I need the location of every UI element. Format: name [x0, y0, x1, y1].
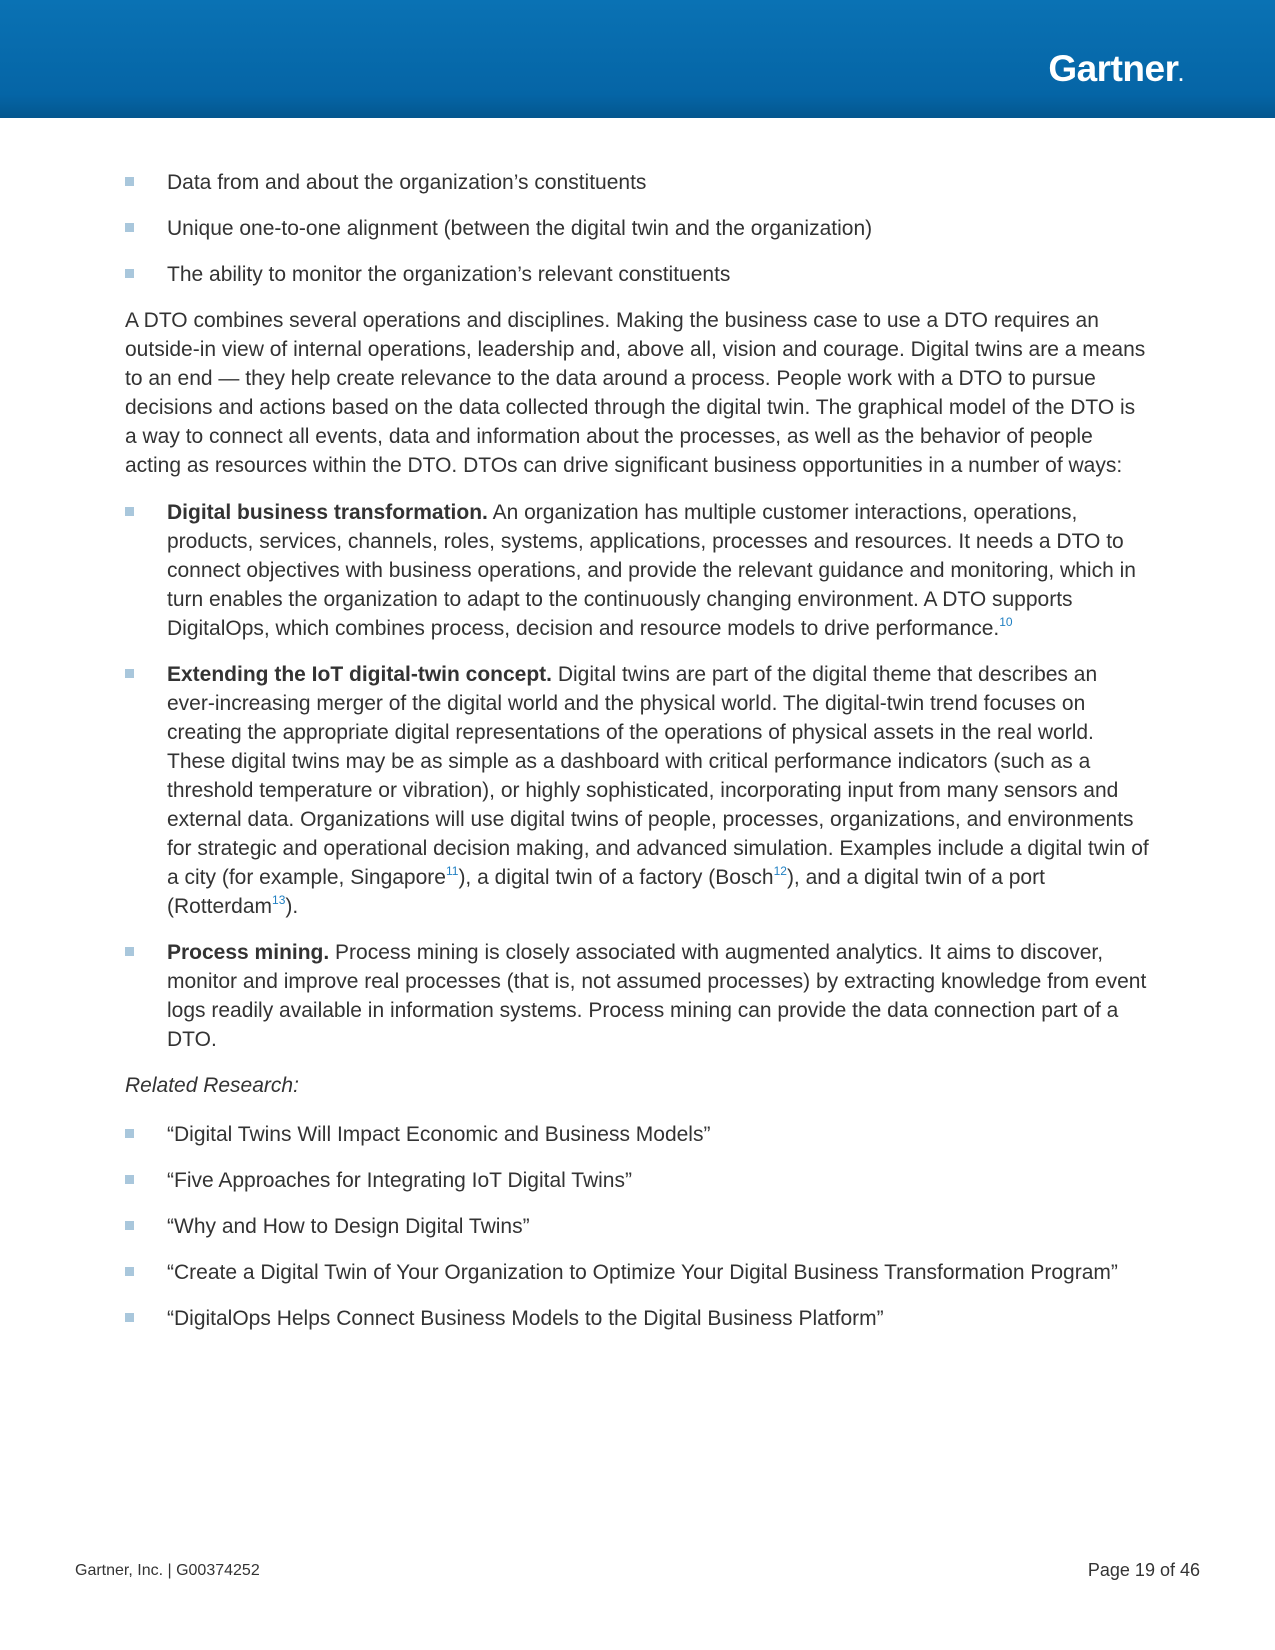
- item-title: Process mining.: [167, 941, 330, 964]
- item-text: ), a digital twin of a factory (Bosch: [458, 866, 774, 889]
- related-research-item[interactable]: “DigitalOps Helps Connect Business Models to the Digital Business Platform”: [125, 1304, 1150, 1333]
- related-research-item[interactable]: “Digital Twins Will Impact Economic and Business Models”: [125, 1120, 1150, 1149]
- item-text: Process mining is closely associated with augmented analytics. It aims to discover, monitor and improve real processes (that is, not assumed processes) by extracting knowledge from event logs readily available in information systems. Process mining can provide the data connection part of a DTO.: [167, 941, 1147, 1051]
- related-research-item[interactable]: “Five Approaches for Integrating IoT Digital Twins”: [125, 1166, 1150, 1195]
- footer-page-number: Page 19 of 46: [1087, 1560, 1200, 1580]
- list-item-iot-digital-twin: [125, 660, 1150, 921]
- document-body: [125, 168, 1150, 1350]
- page-header: [0, 0, 1275, 118]
- reference-link[interactable]: 11: [445, 864, 459, 878]
- related-research-list: [125, 1120, 1150, 1333]
- item-text: An organization has multiple customer interactions, operations, products, services, channels, roles, systems, applications, processes and resources. It needs a DTO to connect objectives with business operations, and provide the relevant guidance and monitoring, which in turn enables the organization to adapt to the continuously changing environment. A DTO supports DigitalOps, which combines process, decision and resource models to drive performance.: [167, 501, 1136, 640]
- list-item: Data from and about the organization’s constituents: [125, 168, 1150, 197]
- list-item: The ability to monitor the organization’s relevant constituents: [125, 260, 1150, 289]
- item-title: Digital business transformation.: [167, 501, 488, 524]
- item-text: Digital twins are part of the digital theme that describes an ever-increasing merger of the digital world and the physical world. The digital-twin trend focuses on creating the appropriate digital representations of the operations of physical assets in the real world. These digital twins may be as simple as a dashboard with critical performance indicators (such as a threshold temperature or vibration), or highly sophisticated, incorporating input from many sensors and external data. Organizations will use digital twins of people, processes, organizations, and environments for strategic and operational decision making, and advanced simulation. Examples include a digital twin of a city (for example, Singapore: [167, 663, 1149, 889]
- list-item-process-mining: [125, 938, 1150, 1054]
- logo-text: Gartner: [1048, 48, 1179, 89]
- item-text: ).: [285, 895, 299, 918]
- reference-link[interactable]: 13: [272, 893, 286, 907]
- logo-dot: .: [1178, 65, 1183, 85]
- opportunity-list: [125, 498, 1150, 1054]
- constituent-list: [125, 168, 1150, 289]
- item-text: ), and a digital twin of a port (Rotterdam: [167, 866, 1045, 918]
- footer-doc-id: Gartner, Inc. | G00374252: [75, 1562, 260, 1579]
- reference-link[interactable]: 10: [999, 615, 1013, 629]
- related-research-label: Related Research:: [125, 1074, 299, 1097]
- item-title: Extending the IoT digital-twin concept.: [167, 663, 552, 686]
- body-paragraph: A DTO combines several operations and disciplines. Making the business case to use a DTO requires an outside-in view of internal operations, leadership and, above all, vision and courage. Digital twins are a means to an end — they help create relevance to the data around a process. People work with a DTO to pursue decisions and actions based on the data collected through the digital twin. The graphical model of the DTO is a way to connect all events, data and information about the processes, as well as the behavior of people acting as resources within the DTO. DTOs can drive significant business opportunities in a number of ways:: [125, 309, 1146, 477]
- reference-link[interactable]: 12: [773, 864, 787, 878]
- related-research-item[interactable]: “Create a Digital Twin of Your Organization to Optimize Your Digital Business Transformation Program”: [125, 1258, 1150, 1287]
- list-item-digital-business-transformation: [125, 498, 1150, 643]
- gartner-logo: [1048, 48, 1183, 90]
- list-item: Unique one-to-one alignment (between the digital twin and the organization): [125, 214, 1150, 243]
- related-research-item[interactable]: “Why and How to Design Digital Twins”: [125, 1212, 1150, 1241]
